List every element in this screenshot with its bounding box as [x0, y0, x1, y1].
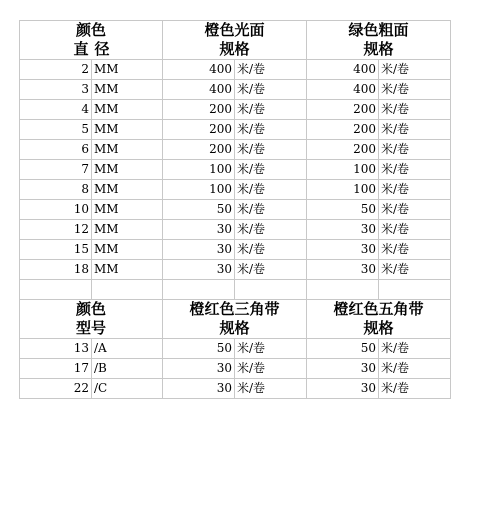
green-unit: 米/卷	[379, 260, 451, 280]
green-unit: 米/卷	[379, 160, 451, 180]
model-number: 13	[20, 339, 92, 359]
triangle-unit: 米/卷	[235, 379, 307, 399]
empty-cell	[20, 280, 92, 300]
pentagon-spec-header: 规格	[307, 319, 451, 339]
pentagon-unit: 米/卷	[379, 359, 451, 379]
diameter-unit: MM	[92, 140, 163, 160]
empty-cell	[235, 280, 307, 300]
table-row	[20, 260, 451, 280]
green-unit: 米/卷	[379, 220, 451, 240]
diameter-value: 6	[20, 140, 92, 160]
green-unit: 米/卷	[379, 100, 451, 120]
green-unit: 米/卷	[379, 200, 451, 220]
orange-qty: 30	[163, 260, 235, 280]
empty-cell	[307, 280, 379, 300]
orange-qty: 200	[163, 120, 235, 140]
orange-unit: 米/卷	[235, 180, 307, 200]
green-unit: 米/卷	[379, 140, 451, 160]
section2-header-row2	[20, 319, 451, 339]
orange-unit: 米/卷	[235, 240, 307, 260]
diameter-value: 4	[20, 100, 92, 120]
diameter-value: 3	[20, 80, 92, 100]
empty-cell	[163, 280, 235, 300]
diameter-unit: MM	[92, 200, 163, 220]
pentagon-unit: 米/卷	[379, 379, 451, 399]
model-number: 17	[20, 359, 92, 379]
table-row	[20, 80, 451, 100]
orange-red-pentagon-header: 橙红色五角带	[307, 300, 451, 320]
green-qty: 200	[307, 100, 379, 120]
pentagon-unit: 米/卷	[379, 339, 451, 359]
diameter-value: 15	[20, 240, 92, 260]
empty-cell	[379, 280, 451, 300]
orange-qty: 30	[163, 220, 235, 240]
section1-header-row1	[20, 21, 451, 41]
diameter-value: 5	[20, 120, 92, 140]
orange-red-triangle-header: 橙红色三角带	[163, 300, 307, 320]
green-unit: 米/卷	[379, 240, 451, 260]
model-type: /A	[92, 339, 163, 359]
table-row	[20, 379, 451, 399]
green-rough-header: 绿色粗面	[307, 21, 451, 41]
orange-unit: 米/卷	[235, 200, 307, 220]
green-unit: 米/卷	[379, 80, 451, 100]
green-qty: 30	[307, 220, 379, 240]
model-number: 22	[20, 379, 92, 399]
table-body	[20, 21, 451, 399]
table-row	[20, 100, 451, 120]
section2-header-row1	[20, 300, 451, 320]
diameter-value: 18	[20, 260, 92, 280]
diameter-header-a: 直	[20, 40, 92, 60]
table-row	[20, 200, 451, 220]
green-qty: 400	[307, 60, 379, 80]
spacer-row	[20, 280, 451, 300]
green-qty: 200	[307, 140, 379, 160]
orange-unit: 米/卷	[235, 140, 307, 160]
diameter-unit: MM	[92, 160, 163, 180]
diameter-unit: MM	[92, 220, 163, 240]
triangle-qty: 30	[163, 359, 235, 379]
orange-qty: 100	[163, 160, 235, 180]
green-unit: 米/卷	[379, 60, 451, 80]
green-unit: 米/卷	[379, 120, 451, 140]
orange-qty: 400	[163, 60, 235, 80]
diameter-unit: MM	[92, 240, 163, 260]
orange-unit: 米/卷	[235, 80, 307, 100]
green-qty: 30	[307, 240, 379, 260]
green-qty: 400	[307, 80, 379, 100]
triangle-unit: 米/卷	[235, 359, 307, 379]
green-qty: 200	[307, 120, 379, 140]
triangle-qty: 30	[163, 379, 235, 399]
orange-spec-header: 规格	[163, 40, 307, 60]
section1-header-row2	[20, 40, 451, 60]
green-qty: 100	[307, 160, 379, 180]
green-qty: 100	[307, 180, 379, 200]
table-row	[20, 359, 451, 379]
orange-qty: 100	[163, 180, 235, 200]
empty-cell	[92, 280, 163, 300]
diameter-value: 10	[20, 200, 92, 220]
pentagon-qty: 30	[307, 379, 379, 399]
diameter-unit: MM	[92, 100, 163, 120]
table-row	[20, 120, 451, 140]
green-qty: 50	[307, 200, 379, 220]
diameter-unit: MM	[92, 260, 163, 280]
green-unit: 米/卷	[379, 180, 451, 200]
triangle-unit: 米/卷	[235, 339, 307, 359]
orange-unit: 米/卷	[235, 100, 307, 120]
triangle-qty: 50	[163, 339, 235, 359]
orange-unit: 米/卷	[235, 220, 307, 240]
table-row	[20, 60, 451, 80]
table-row	[20, 240, 451, 260]
model-type: /C	[92, 379, 163, 399]
orange-qty: 200	[163, 140, 235, 160]
green-qty: 30	[307, 260, 379, 280]
orange-unit: 米/卷	[235, 160, 307, 180]
diameter-unit: MM	[92, 60, 163, 80]
spec-table	[19, 20, 451, 399]
orange-qty: 400	[163, 80, 235, 100]
green-spec-header: 规格	[307, 40, 451, 60]
diameter-unit: MM	[92, 80, 163, 100]
model-type: /B	[92, 359, 163, 379]
table-row	[20, 339, 451, 359]
diameter-value: 7	[20, 160, 92, 180]
orange-qty: 200	[163, 100, 235, 120]
model-header: 型号	[20, 319, 163, 339]
pentagon-qty: 50	[307, 339, 379, 359]
table-row	[20, 140, 451, 160]
orange-smooth-header: 橙色光面	[163, 21, 307, 41]
color-header-label-2: 颜色	[20, 300, 163, 320]
color-header-label: 颜色	[20, 21, 163, 41]
orange-qty: 50	[163, 200, 235, 220]
orange-unit: 米/卷	[235, 260, 307, 280]
table-row	[20, 160, 451, 180]
spreadsheet	[19, 20, 451, 399]
orange-unit: 米/卷	[235, 60, 307, 80]
diameter-value: 8	[20, 180, 92, 200]
table-row	[20, 220, 451, 240]
diameter-header-b: 径	[92, 40, 163, 60]
diameter-unit: MM	[92, 120, 163, 140]
diameter-value: 2	[20, 60, 92, 80]
diameter-value: 12	[20, 220, 92, 240]
table-row	[20, 180, 451, 200]
orange-qty: 30	[163, 240, 235, 260]
triangle-spec-header: 规格	[163, 319, 307, 339]
orange-unit: 米/卷	[235, 120, 307, 140]
diameter-unit: MM	[92, 180, 163, 200]
pentagon-qty: 30	[307, 359, 379, 379]
